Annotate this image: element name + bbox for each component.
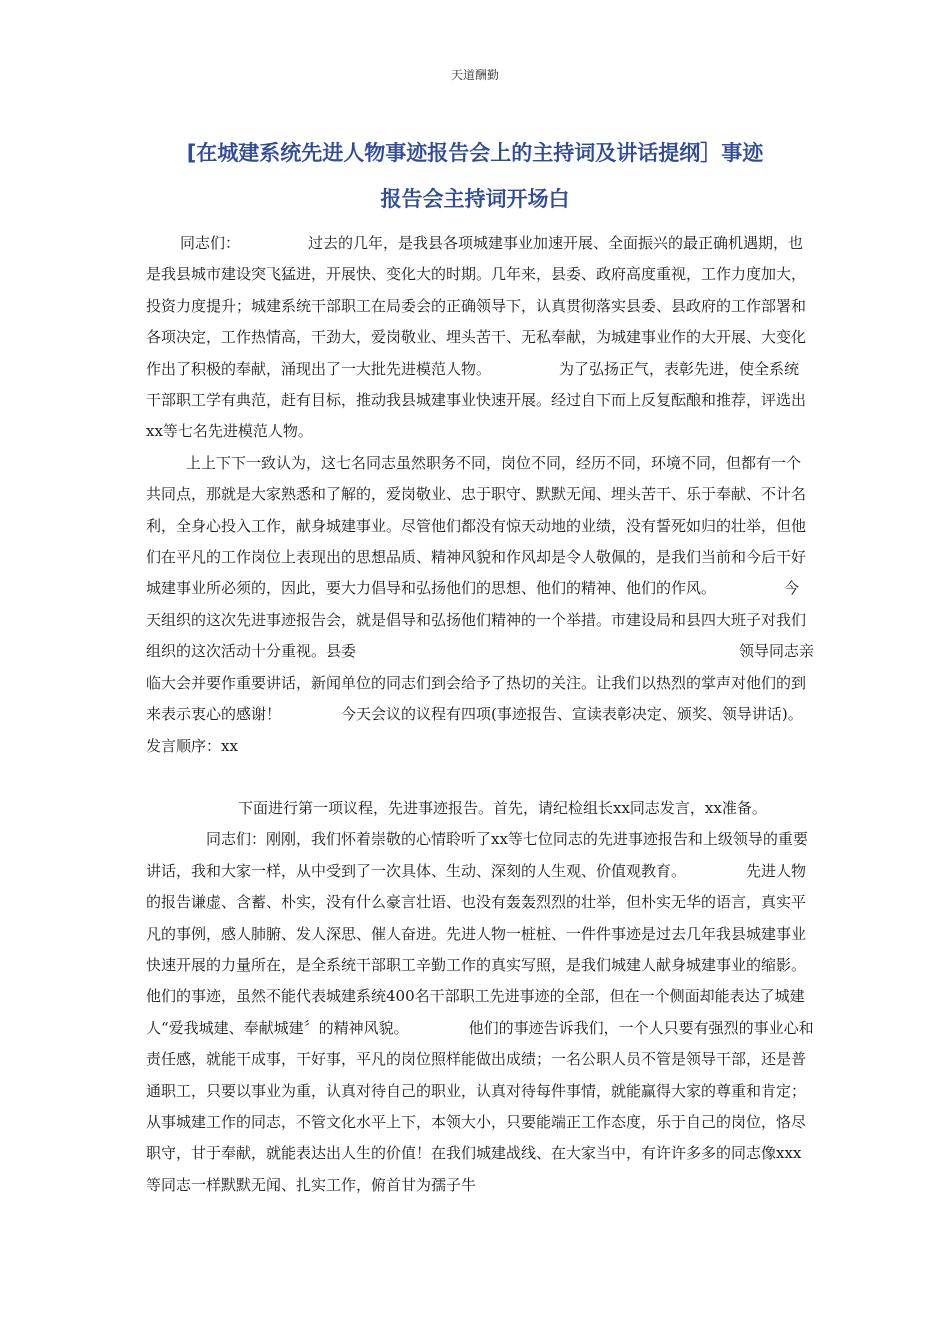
paragraph-text: 今天组织的这次先进事迹报告会，就是倡导和弘扬他们精神的一个举措。市建设局和县四大班子对我们组织的这次活动十分重视。县委 — [146, 579, 807, 661]
document-body — [146, 228, 814, 1201]
title-line-1: [在城建系统先进人物事迹报告会上的主持词及讲话提纲］事迹 — [186, 141, 764, 165]
paragraph — [146, 793, 814, 1201]
title-line-2: 报告会主持词开场白 — [380, 187, 570, 211]
document-title — [140, 130, 810, 222]
page-header-watermark: 天道酬勤 — [450, 68, 499, 82]
paragraph-text: 过去的几年，是我县各项城建事业加速开展、全面振兴的最正确机遇期，也是我县城市建设突飞猛进，开展快、变化大的时期。几年来，县委、政府高度重视，工作力度加大，投资力度提升；城建系统干部职工在局委会的正确领导下，认真贯彻落实县委、县政府的工作部署和各项决定，工作热情高，干劲大，爱岗敬业、埋头苦干、无私奉献，为城建事业作的大开展、大变化作出了积极的奉献，涌现出了一大批先进模范人物。 — [146, 234, 807, 378]
paragraph-text: 今天会议的议程有四项(事迹报告、宣读表彰决定、颁奖、领导讲话)。发言顺序：xx — [146, 705, 803, 755]
paragraph-text: 他们的事迹告诉我们，一个人只要有强烈的事业心和责任感，就能干成事，干好事，平凡的岗位照样能做出成绩；一名公职人员不管是领导干部，还是普通职工，只要以事业为重，认真对待自己的职业，认真对待每件事情，就能赢得大家的尊重和肯定；从事城建工作的同志，不管文化水平上下，本领大小，只要能端正工作态度，乐于自己的岗位，恪尽职守，甘于奉献，就能表达出人生的价值！在我们城建战线、在大家当中，有许许多多的同志像xxx等同志一样默默无闻、扎实工作，俯首甘为孺子牛 — [146, 1018, 814, 1194]
paragraph-text: 同志们：刚刚，我们怀着崇敬的心情聆听了xx等七位同志的先进事迹报告和上级领导的重要讲话，我和大家一样，从中受到了一次具体、生动、深刻的人生观、价值观教育。 — [146, 830, 808, 880]
paragraph-text: 临大会并要作重要讲话，新闻单位的同志们到会给予了热切的关注。让我们以热烈的掌声对他们的到来表示衷心的感谢！ — [146, 673, 807, 724]
paragraph-text: 为了弘扬正气，表彰先进，使全系统干部职工学有典范，赶有目标，推动我县城建事业快速开展。经过自下而上反复酝酿和推荐，评选出xx等七名先进模范人物。 — [146, 359, 807, 441]
paragraph-text: 上上下下一致认为，这七名同志虽然职务不同，岗位不同，经历不同，环境不同，但都有一个共同点，那就是大家熟悉和了解的，爱岗敬业、忠于职守、默默无闻、埋头苦干、乐于奉献、不计名利，全身心投入工作，献身城建事业。尽管他们都没有惊天动地的业绩，没有誓死如归的壮举，但他们在平凡的工作岗位上表现出的思想品质、精神风貌和作风却是令人敬佩的，是我们当前和今后干好城建事业所必须的，因此，要大力倡导和弘扬他们的思想、他们的精神、他们的作风。 — [146, 453, 807, 598]
paragraph-text-right: 领导同志亲 — [738, 642, 814, 661]
paragraph-text: 下面进行第一项议程，先进事迹报告。首先，请纪检组长xx同志发言，xx准备。 — [238, 798, 767, 817]
paragraph — [146, 228, 814, 448]
paragraph — [146, 668, 814, 762]
paragraph-text: 先进人物的报告谦虚、含蓄、朴实，没有什么豪言壮语、也没有轰轰烈烈的壮举，但朴实无华的语言，真实平凡的事例，感人肺腑、发人深思、催人奋进。先进人物一桩桩、一件件事迹是过去几年我县城建事业快速开展的力量所在，是全系统干部职工辛勤工作的真实写照，是我们城建人献身城建事业的缩影。他们的事迹，虽然不能代表城建系统400名干部职工先进事迹的全部，但在一个侧面却能表达了城建人“爱我城建、奉献城建〞的精神风貌。 — [146, 861, 807, 1037]
paragraph — [146, 448, 814, 668]
salutation: 同志们： — [180, 234, 241, 252]
